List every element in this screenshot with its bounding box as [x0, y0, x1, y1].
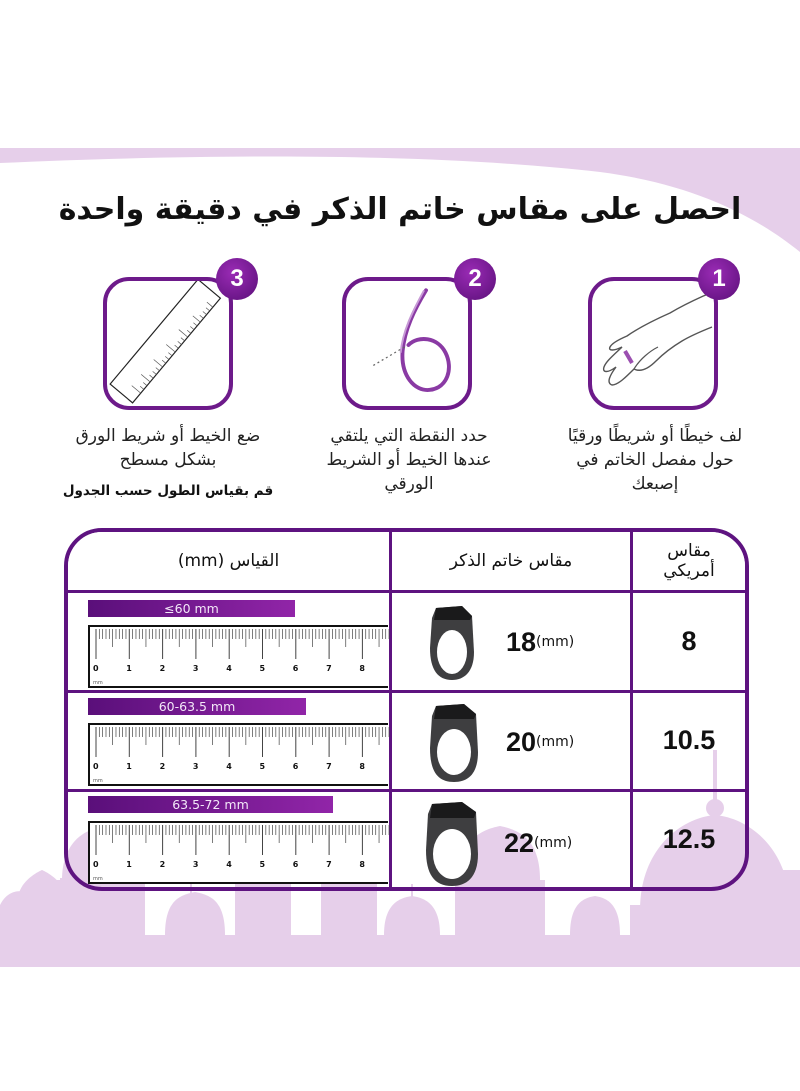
svg-text:mm: mm — [93, 876, 103, 882]
range-bar: 63.5-72 mm — [88, 796, 333, 813]
ruler-ticks-icon — [90, 725, 390, 788]
step-1-line-1: لف خيطًا أو شريطًا ورقيًا — [567, 426, 743, 446]
svg-text:2: 2 — [159, 664, 166, 673]
ring-size-unit: (mm) — [534, 835, 573, 851]
svg-text:4: 4 — [226, 762, 232, 771]
hand-ring-icon — [592, 281, 714, 406]
svg-text:8: 8 — [359, 762, 365, 771]
ring-size-cell — [428, 602, 574, 682]
svg-text:3: 3 — [192, 664, 199, 673]
us-size-value: 10.5 — [662, 725, 716, 755]
ring-size-value: 20 — [506, 726, 537, 757]
svg-text:1: 1 — [126, 860, 132, 869]
svg-text:2: 2 — [159, 860, 166, 869]
us-size-value: 12.5 — [662, 824, 716, 854]
svg-text:7: 7 — [326, 860, 332, 869]
ring-size-value: 18 — [506, 626, 537, 657]
ring-icon — [428, 602, 478, 682]
svg-text:5: 5 — [259, 860, 266, 869]
us-size-value: 8 — [681, 626, 697, 656]
svg-text:4: 4 — [226, 664, 232, 673]
svg-text:4: 4 — [226, 860, 232, 869]
header-us-size — [633, 532, 745, 590]
svg-text:1: 1 — [126, 762, 132, 771]
ruler-scale — [88, 821, 388, 884]
header-us-size-line-2: أمريكي — [663, 561, 715, 581]
ruler-icon — [107, 281, 229, 406]
svg-text:3: 3 — [192, 860, 199, 869]
step-1-illustration — [588, 277, 718, 410]
step-3-illustration — [103, 277, 233, 410]
ring-icon — [424, 798, 482, 888]
svg-text:6: 6 — [292, 860, 299, 869]
svg-text:6: 6 — [292, 762, 299, 771]
step-1-text — [535, 424, 775, 496]
svg-text:8: 8 — [359, 860, 365, 869]
svg-text:0: 0 — [93, 860, 99, 869]
svg-text:2: 2 — [159, 762, 166, 771]
svg-text:3: 3 — [192, 762, 199, 771]
string-loop-mark-icon — [346, 281, 468, 406]
svg-text:8: 8 — [359, 664, 365, 673]
ring-icon — [428, 700, 482, 784]
ruler-scale — [88, 625, 388, 688]
header-measurement: القياس (mm) — [177, 551, 280, 571]
step-1-line-3: إصبعك — [631, 474, 679, 494]
step-2-line-3: الورقي — [384, 474, 434, 494]
ring-size-value: 22 — [504, 827, 535, 858]
step-3-text — [48, 424, 288, 472]
ruler-ticks-icon — [90, 627, 390, 690]
step-1-line-2: حول مفصل الخاتم في — [576, 450, 734, 470]
step-1-badge: 1 — [698, 258, 740, 300]
svg-text:7: 7 — [326, 664, 332, 673]
step-2-text — [289, 424, 529, 496]
step-3-line-2: بشكل مسطح — [119, 450, 217, 470]
svg-text:6: 6 — [292, 664, 299, 673]
step-2-line-2: عندها الخيط أو الشريط — [326, 450, 492, 470]
svg-text:0: 0 — [93, 762, 99, 771]
step-2-illustration — [342, 277, 472, 410]
step-3-line-1: ضع الخيط أو شريط الورق — [75, 426, 261, 446]
ring-size-cell — [424, 798, 572, 888]
svg-text:5: 5 — [259, 664, 266, 673]
ruler-ticks-icon — [90, 823, 390, 886]
ruler-scale — [88, 723, 388, 786]
header-us-size-line-1: مقاس — [667, 541, 711, 561]
svg-text:5: 5 — [259, 762, 266, 771]
svg-text:7: 7 — [326, 762, 332, 771]
header-ring-size: مقاس خاتم الذكر — [449, 551, 573, 571]
ring-size-unit: (mm) — [536, 634, 575, 650]
step-2-badge: 2 — [454, 258, 496, 300]
step-2-line-1: حدد النقطة التي يلتقي — [330, 426, 488, 446]
svg-text:mm: mm — [93, 680, 103, 686]
svg-text:1: 1 — [126, 664, 132, 673]
range-bar: 60-63.5 mm — [88, 698, 306, 715]
svg-text:mm: mm — [93, 778, 103, 784]
ring-size-unit: (mm) — [536, 734, 575, 750]
ring-size-cell — [428, 700, 574, 784]
size-table — [64, 528, 749, 891]
range-bar: ≤60 mm — [88, 600, 295, 617]
svg-text:0: 0 — [93, 664, 99, 673]
step-3-subtext: قم بقياس الطول حسب الجدول — [62, 483, 274, 499]
page-title: احصل على مقاس خاتم الذكر في دقيقة واحدة — [58, 192, 742, 227]
step-3-badge: 3 — [216, 258, 258, 300]
